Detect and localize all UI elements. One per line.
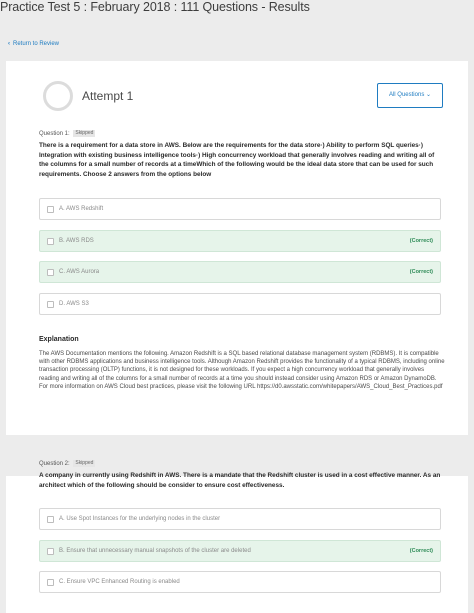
answer-label: B. AWS RDS [59, 238, 94, 244]
all-questions-dropdown[interactable] [377, 83, 443, 108]
answer-option[interactable] [39, 508, 441, 530]
question-2-label: Question 2: [39, 461, 70, 468]
checkbox-icon [47, 206, 54, 213]
answer-option[interactable] [39, 293, 441, 315]
checkbox-icon [47, 516, 54, 523]
return-to-review-label: Return to Review [13, 41, 60, 47]
answer-option[interactable] [39, 571, 441, 593]
checkbox-icon [47, 579, 54, 586]
question-2-text: A company in currently using Redshift in AWS. There is a mandate that the Redshift cluster is used in a cost effective manner. As an architect which of the following should be consider to ensure cost effectiveness. [39, 472, 441, 489]
answer-option[interactable] [39, 198, 441, 220]
answer-option[interactable] [39, 230, 441, 252]
answer-option[interactable] [39, 261, 441, 283]
answer-label: C. AWS Aurora [59, 269, 100, 275]
checkbox-icon [47, 238, 54, 245]
question-1-label: Question 1: [39, 131, 70, 138]
status-badge: Skipped [75, 460, 94, 466]
checkbox-icon [47, 301, 54, 308]
question-2-header [39, 460, 95, 468]
explanation-title: Explanation [39, 336, 79, 343]
return-to-review-link[interactable] [8, 40, 59, 48]
status-badge: Skipped [75, 130, 94, 136]
answer-label: B. Ensure that unnecessary manual snapshots of the cluster are deleted [59, 548, 251, 554]
correct-tag: (Correct) [409, 548, 433, 554]
correct-tag: (Correct) [409, 269, 433, 275]
checkbox-icon [47, 548, 54, 555]
answer-label: A. AWS Redshift [59, 206, 104, 212]
answer-option[interactable] [39, 540, 441, 562]
explanation-text: The AWS Documentation mentions the following. Amazon Redshift is a SQL based relational database management system (RDBMS). It is compatible with other RDBMS applications and business intelligence tools. Although Amazon Redshift provides the functionality of a typical RDBMS, including online transaction processing (OLTP) functions, it is not designed for these workloads. If you expect a high concurrency workload that generally involves reading and writing all of the columns for a small number of records at a time you should instead consider using Amazon RDS or Amazon DynamoDB. For more information on AWS Cloud best practices, please visit the following URL https://d0.awsstatic.com/whitepapers/AWS_Cloud_Best_Practices.pdf [39, 351, 445, 390]
answer-label: A. Use Spot Instances for the underlying nodes in the cluster [59, 516, 221, 522]
results-card [6, 61, 468, 613]
attempt-progress-ring [43, 81, 73, 111]
answer-label: D. AWS S3 [59, 301, 89, 307]
chevron-left-icon: ‹ [8, 41, 10, 47]
checkbox-icon [47, 269, 54, 276]
all-questions-label: All Questions [388, 92, 425, 98]
chevron-down-icon: ⌄ [426, 92, 432, 98]
answer-label: C. Ensure VPC Enhanced Routing is enabled [59, 579, 180, 585]
correct-tag: (Correct) [409, 238, 433, 244]
card-divider [6, 435, 468, 476]
question-1-header [39, 130, 95, 138]
attempt-title: Attempt 1 [82, 89, 134, 103]
question-1-text: There is a requirement for a data store in AWS. Below are the requirements for the data store·) Ability to perform SQL queries·) Integration with existing business intelligence tools·) High concurrency workload that generally involves reading and writing all of the columns for a small number of records at a timeWhich of the following would be the ideal data store that can be used for such requirements. Choose 2 answers from the options below [39, 142, 435, 178]
page-title: Practice Test 5 : February 2018 : 111 Questions - Results [0, 0, 310, 14]
